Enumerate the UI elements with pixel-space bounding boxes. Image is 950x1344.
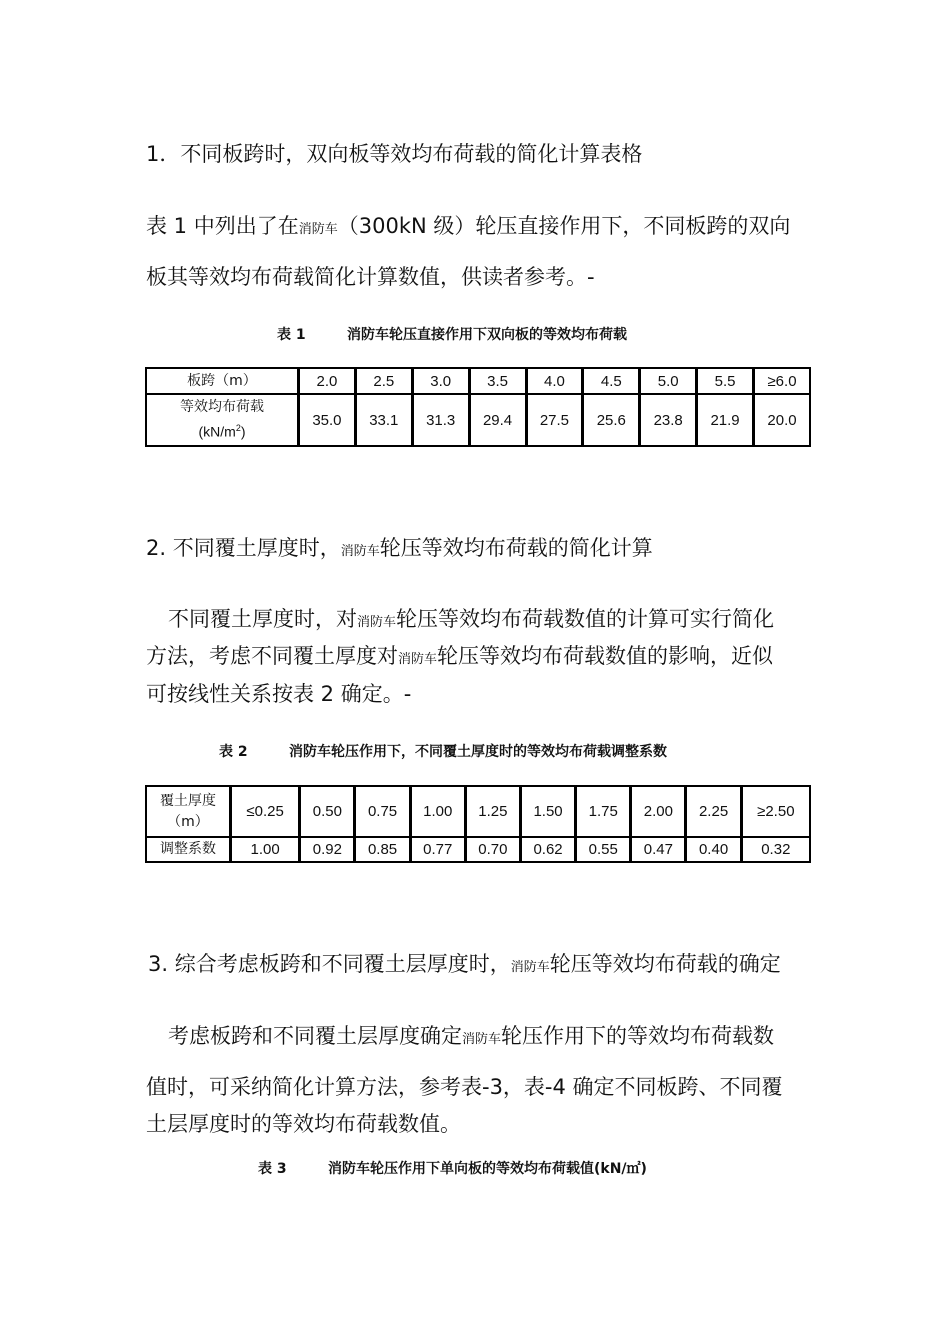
text-run: 考虑板跨和不同覆土层厚度确定	[168, 1024, 462, 1048]
table-cell: 0.47	[629, 836, 684, 861]
caption-text: 消防车轮压作用下单向板的等效均布荷载值(kN/㎡)	[328, 1161, 647, 1177]
table-3-caption	[258, 1158, 647, 1178]
table-cell: 2.0	[297, 369, 354, 393]
text-run: 不同覆土厚度时，对	[168, 607, 357, 631]
section-1-paragraph-line-2: 板其等效均布荷载简化计算数值，供读者参考。-	[146, 265, 595, 289]
table-cell: 29.4	[468, 393, 525, 445]
section-3-paragraph-line-3: 土层厚度时的等效均布荷载数值。	[146, 1112, 461, 1136]
text-run-small: 消防车	[398, 652, 438, 667]
table-row	[147, 787, 809, 836]
table-cell: 4.5	[581, 369, 638, 393]
table-cell: 0.92	[298, 836, 353, 861]
unit-sup: 2	[235, 423, 241, 434]
text-run: 轮压等效均布荷载数值的影响，近似	[437, 644, 774, 668]
table-1	[145, 367, 811, 447]
table-2	[145, 785, 811, 863]
table-cell: 0.62	[519, 836, 574, 861]
table-2-row-2-label: 调整系数	[147, 836, 229, 861]
table-cell: ≤0.25	[229, 787, 298, 836]
table-cell: 3.5	[468, 369, 525, 393]
text-run-small: 消防车	[340, 544, 380, 559]
table-2-row-1-label	[147, 787, 229, 836]
caption-number: 表 3	[258, 1161, 287, 1177]
table-2-caption	[219, 741, 667, 761]
section-3-heading	[148, 948, 781, 978]
table-cell: 2.25	[684, 787, 739, 836]
label-line: 等效均布荷载	[180, 399, 264, 416]
table-row	[147, 393, 809, 445]
table-cell: 5.0	[638, 369, 695, 393]
section-3-paragraph-line-2: 值时，可采纳简化计算方法，参考表-3，表-4 确定不同板跨、不同覆	[146, 1075, 783, 1099]
label-line-unit	[147, 418, 297, 443]
table-cell: 35.0	[297, 393, 354, 445]
label-line: （m）	[167, 813, 209, 830]
table-cell: ≥6.0	[752, 369, 809, 393]
table-cell: 0.32	[740, 836, 809, 861]
section-2-paragraph-line-1	[168, 603, 774, 633]
table-row	[147, 369, 809, 393]
table-cell: 25.6	[581, 393, 638, 445]
table-cell: 31.3	[411, 393, 468, 445]
text-run: 轮压作用下的等效均布荷载数	[501, 1024, 775, 1048]
caption-text: 消防车轮压作用下，不同覆土厚度时的等效均布荷载调整系数	[289, 744, 667, 760]
text-run-small: 消防车	[357, 615, 397, 630]
table-cell: 5.5	[695, 369, 752, 393]
table-cell: 0.55	[574, 836, 629, 861]
section-1-heading: 1．不同板跨时，双向板等效均布荷载的简化计算表格	[146, 142, 643, 166]
text-run: （300kN 级）轮压直接作用下，不同板跨的双向	[337, 214, 791, 238]
table-cell: 23.8	[638, 393, 695, 445]
table-cell: 0.40	[684, 836, 739, 861]
table-cell: 1.00	[409, 787, 464, 836]
text-run-small: 消防车	[510, 960, 550, 975]
table-cell: 1.00	[229, 836, 298, 861]
section-2-paragraph-line-2	[146, 640, 773, 670]
caption-number: 表 1	[277, 327, 306, 343]
text-run: 轮压等效均布荷载的确定	[549, 952, 781, 976]
text-run: 2. 不同覆土厚度时，	[146, 536, 341, 560]
table-cell: 0.85	[353, 836, 408, 861]
text-run-small: 消防车	[298, 222, 338, 237]
table-cell: 0.77	[409, 836, 464, 861]
table-cell: ≥2.50	[740, 787, 809, 836]
table-cell: 2.00	[629, 787, 684, 836]
text-run: 3. 综合考虑板跨和不同覆土层厚度时，	[148, 952, 511, 976]
table-cell: 0.70	[464, 836, 519, 861]
table-cell: 4.0	[525, 369, 582, 393]
table-cell: 1.25	[464, 787, 519, 836]
table-cell: 1.50	[519, 787, 574, 836]
section-3-paragraph-line-1	[168, 1020, 774, 1050]
table-1-row-1-label: 板跨（m）	[187, 372, 257, 389]
table-cell: 0.50	[298, 787, 353, 836]
caption-number: 表 2	[219, 744, 248, 760]
caption-text: 消防车轮压直接作用下双向板的等效均布荷载	[347, 327, 627, 343]
table-1-caption	[277, 324, 627, 344]
table-cell: 21.9	[695, 393, 752, 445]
table-cell: 0.75	[353, 787, 408, 836]
text-run: 轮压等效均布荷载的简化计算	[379, 536, 653, 560]
table-cell: 1.75	[574, 787, 629, 836]
text-run: 轮压等效均布荷载数值的计算可实行简化	[396, 607, 775, 631]
section-1-paragraph-line-1	[146, 210, 790, 240]
text-run: 表 1 中列出了在	[146, 214, 299, 238]
section-2-paragraph-line-3: 可按线性关系按表 2 确定。-	[146, 682, 412, 706]
table-cell: 20.0	[752, 393, 809, 445]
table-row	[147, 836, 809, 861]
unit-text: (kN/m	[198, 423, 236, 440]
table-1-row-2-label	[147, 393, 297, 445]
text-run-small: 消防车	[462, 1032, 502, 1047]
label-line: 覆土厚度	[160, 792, 216, 809]
table-cell: 33.1	[354, 393, 411, 445]
section-2-heading	[146, 532, 653, 562]
table-cell: 2.5	[354, 369, 411, 393]
table-cell: 3.0	[411, 369, 468, 393]
unit-text: )	[240, 423, 246, 440]
table-cell: 27.5	[525, 393, 582, 445]
text-run: 方法，考虑不同覆土厚度对	[146, 644, 398, 668]
